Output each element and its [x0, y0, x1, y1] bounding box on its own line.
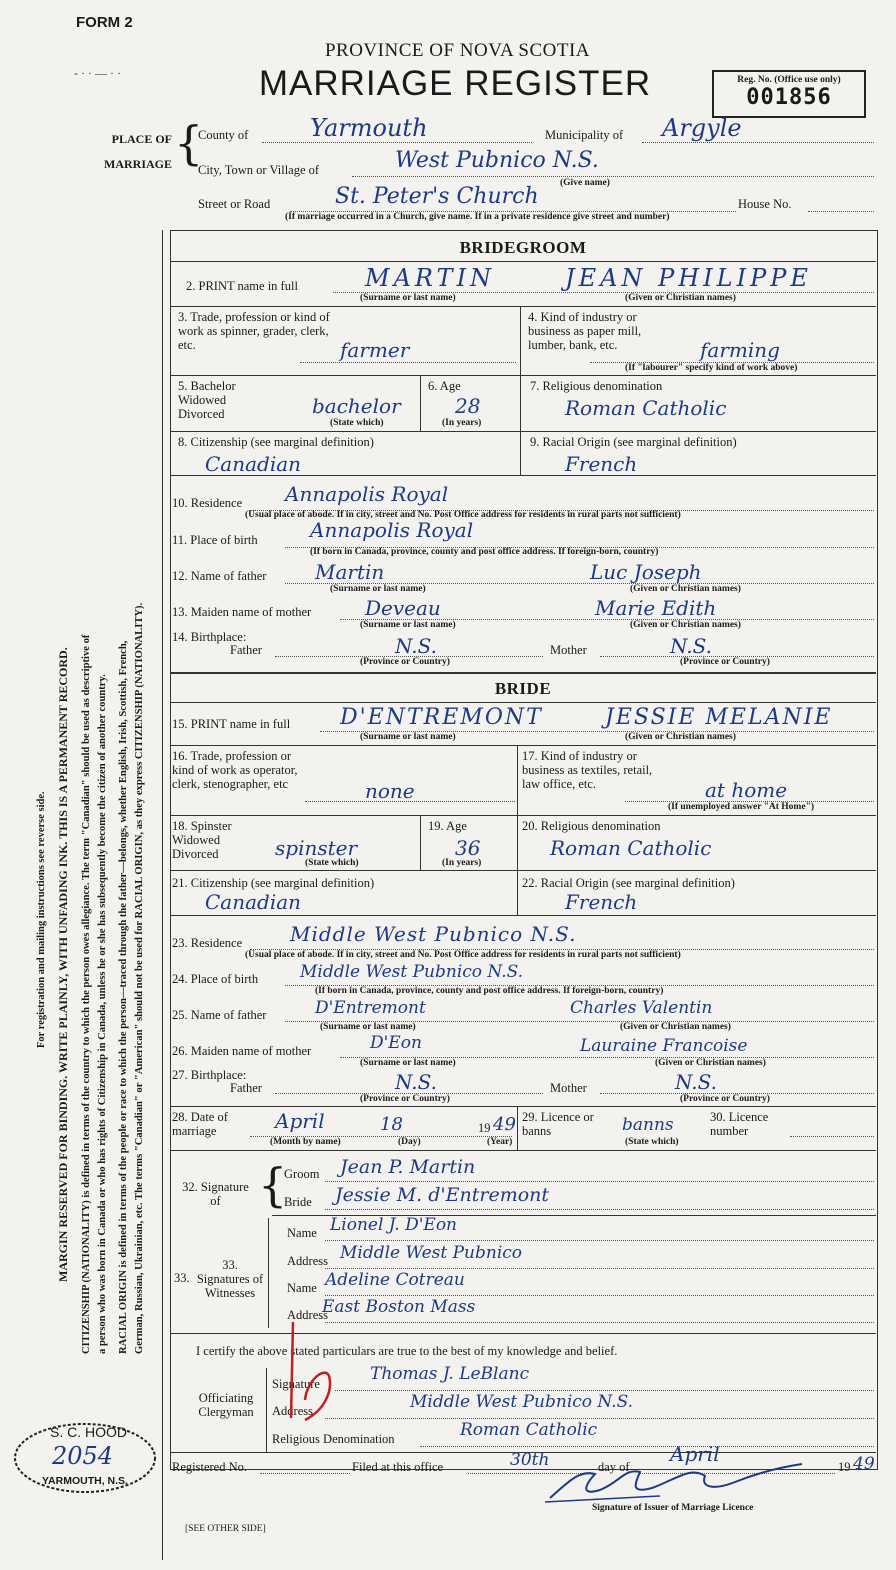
red-check-mark — [285, 1310, 345, 1430]
clergy-address-label: Address — [272, 1404, 313, 1418]
bride-status-note: (State which) — [305, 858, 359, 868]
bride-bp-mother: N.S. — [675, 1070, 717, 1094]
bride-birth-note: (If born in Canada, province, county and post office address. If foreign-born, country) — [315, 986, 664, 996]
groom-name-label: 2. PRINT name in full — [186, 279, 298, 293]
w2-address-label: Address — [287, 1308, 328, 1322]
groom-father-surname: Martin — [315, 560, 385, 584]
groom-given: JEAN PHILIPPE — [565, 264, 812, 292]
groom-birthplace-label: 11. Place of birth — [172, 533, 258, 547]
house-label: House No. — [738, 197, 792, 211]
signature-brace: { — [258, 1158, 288, 1212]
groom-religion: Roman Catholic — [565, 396, 727, 420]
bride-residence: Middle West Pubnico N.S. — [290, 922, 577, 946]
licence-type: banns — [622, 1115, 674, 1135]
bride-bp-father-note: (Province or Country) — [360, 1094, 450, 1104]
margin-text-6: German, Russian, Ukrainian, etc. The terms "Canadian" or "American" should not be used for RACIAL ORIGIN, as they express CITIZENSHIP (NATIONALITY). — [134, 602, 145, 1354]
filed-label: Filed at this office — [352, 1460, 444, 1474]
bride-bp-father: N.S. — [395, 1070, 437, 1094]
stamp-name: S. C. HOOD — [50, 1424, 128, 1440]
bride-mother-surname-note: (Surname or last name) — [360, 1058, 456, 1068]
licence-type-note: (State which) — [625, 1137, 679, 1147]
bride-name-label: 15. PRINT name in full — [172, 717, 291, 731]
bride-given-note: (Given or Christian names) — [625, 732, 736, 742]
bride-father-surname: D'Entremont — [315, 998, 426, 1018]
margin-text-2: MARGIN RESERVED FOR BINDING. WRITE PLAINLY, WITH UNFADING INK. THIS IS A PERMANENT RECORD. — [56, 647, 70, 1282]
groom-mother-surname: Deveau — [365, 596, 441, 620]
groom-origin: French — [565, 452, 638, 476]
certify-text: I certify the above stated particulars are true to the best of my knowledge and belief. — [196, 1344, 618, 1358]
w2-name-label: Name — [287, 1281, 317, 1295]
groom-birth-note: (If born in Canada, province, county and post office address. If foreign-born, country) — [310, 547, 659, 557]
bride-bp-mother-note: (Province or Country) — [680, 1094, 770, 1104]
groom-signature: Jean P. Martin — [340, 1156, 476, 1178]
city-value: West Pubnico N.S. — [395, 148, 599, 173]
bride-age-note: (In years) — [442, 858, 482, 868]
witness1-address: Middle West Pubnico — [340, 1243, 523, 1263]
bride-given: JESSIE MELANIE — [605, 705, 833, 730]
groom-bp-father-label: Father — [230, 643, 262, 657]
witness2-address: East Boston Mass — [322, 1297, 476, 1317]
groom-father-given-note: (Given or Christian names) — [630, 584, 741, 594]
bride-status: spinster — [275, 836, 358, 860]
bride-bp-mother-label: Mother — [550, 1081, 587, 1095]
margin-text-3: CITIZENSHIP (NATIONALITY) is defined in terms of the country to which the person owes allegiance. The term "Canadian" should be used as descriptive of — [81, 634, 92, 1354]
bride-father-surname-note: (Surname or last name) — [320, 1022, 416, 1032]
bride-abode-note: (Usual place of abode. If in city, street and No. Post Office address for residents in rural parts not sufficient) — [245, 950, 681, 960]
marriage-month-note: (Month by name) — [270, 1137, 341, 1147]
place-brace: { — [174, 116, 204, 170]
see-other-side: [SEE OTHER SIDE] — [185, 1524, 266, 1534]
groom-mother-surname-note: (Surname or last name) — [360, 620, 456, 630]
filed-month: April — [670, 1442, 720, 1466]
marriage-day: 18 — [380, 1114, 403, 1135]
groom-father-label: 12. Name of father — [172, 569, 267, 583]
groom-sig-label: Groom — [284, 1167, 320, 1181]
page-title: MARRIAGE REGISTER — [258, 64, 652, 103]
bride-mother-given: Lauraine Francoise — [580, 1036, 748, 1056]
witnesses-label: 33. 33. Signatures of Witnesses — [174, 1258, 264, 1300]
issuer-signature-scrawl — [540, 1460, 810, 1506]
registrar-stamp — [10, 1418, 160, 1498]
filed-year: 49 — [853, 1454, 875, 1474]
county-label: County of — [198, 128, 249, 142]
clergy-denom-label: Religious Denomination — [272, 1432, 395, 1446]
clergy-denom: Roman Catholic — [460, 1420, 598, 1440]
municipality-value: Argyle — [662, 114, 742, 142]
issuer-note: Signature of Issuer of Marriage Licence — [592, 1503, 754, 1513]
w1-address-label: Address — [287, 1254, 328, 1268]
marriage-year: 49 — [493, 1114, 516, 1135]
groom-surname: MARTIN — [365, 264, 496, 292]
bride-father-given: Charles Valentin — [570, 998, 713, 1018]
clergy-address: Middle West Pubnico N.S. — [410, 1392, 634, 1412]
witness1-name: Lionel J. D'Eon — [330, 1215, 458, 1235]
groom-status-label: 5. Bachelor Widowed Divorced — [178, 379, 236, 421]
bride-birthplace-parents-label: 27. Birthplace: — [172, 1068, 247, 1082]
bride-father-label: 25. Name of father — [172, 1008, 267, 1022]
groom-age: 28 — [455, 394, 481, 418]
groom-surname-note: (Surname or last name) — [360, 293, 456, 303]
bride-birthplace: Middle West Pubnico N.S. — [300, 962, 524, 982]
marriage-date-label: 28. Date of marriage — [172, 1110, 228, 1138]
groom-birthplace-parents-label: 14. Birthplace: — [172, 630, 247, 644]
groom-father-given: Luc Joseph — [590, 560, 702, 584]
bride-age-label: 19. Age — [428, 819, 467, 833]
groom-trade-label: 3. Trade, profession or kind of work as spinner, grader, clerk, etc. — [178, 310, 330, 352]
groom-bp-mother-label: Mother — [550, 643, 587, 657]
groom-age-note: (In years) — [442, 418, 482, 428]
marriage-day-note: (Day) — [398, 1137, 421, 1147]
groom-age-label: 6. Age — [428, 379, 461, 393]
groom-religion-label: 7. Religious denomination — [530, 379, 663, 393]
bride-trade: none — [365, 779, 415, 803]
clergy-signature-label: Signature — [272, 1377, 320, 1391]
bride-origin: French — [565, 890, 638, 914]
groom-bp-mother: N.S. — [670, 634, 712, 658]
bride-status-label: 18. Spinster Widowed Divorced — [172, 819, 232, 861]
bride-religion: Roman Catholic — [550, 836, 712, 860]
groom-bp-mother-note: (Province or Country) — [680, 657, 770, 667]
bride-birthplace-label: 24. Place of birth — [172, 972, 259, 986]
groom-origin-label: 9. Racial Origin (see marginal definition) — [530, 435, 737, 449]
street-note: (If marriage occurred in a Church, give name. If in a private residence give street and number) — [285, 212, 670, 222]
groom-given-note: (Given or Christian names) — [625, 293, 736, 303]
groom-mother-label: 13. Maiden name of mother — [172, 605, 312, 619]
municipality-label: Municipality of — [545, 128, 624, 142]
groom-residence-label: 10. Residence — [172, 496, 243, 510]
groom-father-surname-note: (Surname or last name) — [330, 584, 426, 594]
groom-bp-father: N.S. — [395, 634, 437, 658]
reg-number-label: Reg. No. (Office use only) — [737, 75, 841, 85]
stamp-place: YARMOUTH, N.S. — [42, 1475, 128, 1487]
street-value: St. Peter's Church — [335, 184, 539, 209]
bride-mother-given-note: (Given or Christian names) — [655, 1058, 766, 1068]
margin-text-4: a person who was born in Canada or who has rights of Citizenship in Canada, unless he or she has subsequently become the citizen of another country. — [97, 674, 108, 1354]
bride-sig-label: Bride — [284, 1195, 312, 1209]
bride-trade-label: 16. Trade, profession or kind of work as operator, clerk, stenographer, etc — [172, 749, 298, 791]
place-of-marriage-label: PLACE OF MARRIAGE — [104, 132, 172, 171]
bride-religion-label: 20. Religious denomination — [522, 819, 661, 833]
groom-status: bachelor — [312, 394, 401, 418]
city-label: City, Town or Village of — [198, 163, 320, 177]
day-of-label: day of — [598, 1460, 630, 1474]
margin-text-5: RACIAL ORIGIN is defined in terms of the people or race to which the person—traced through the father—belongs, whether English, Irish, Scottish, French, — [118, 640, 129, 1354]
reg-number-box — [712, 70, 866, 118]
county-value: Yarmouth — [310, 114, 428, 142]
bride-heading: BRIDE — [494, 679, 552, 698]
clergy-signature: Thomas J. LeBlanc — [370, 1364, 530, 1384]
groom-bp-father-note: (Province or Country) — [360, 657, 450, 667]
bride-origin-label: 22. Racial Origin (see marginal definition) — [522, 876, 735, 890]
groom-citizenship-label: 8. Citizenship (see marginal definition) — [178, 435, 374, 449]
form-number: FORM 2 — [76, 14, 133, 31]
filed-day: 30th — [510, 1450, 550, 1470]
w1-name-label: Name — [287, 1226, 317, 1240]
bride-industry: at home — [705, 778, 788, 802]
marriage-month: April — [275, 1109, 325, 1133]
groom-status-note: (State which) — [330, 418, 384, 428]
margin-text-1: For registration and mailing instructions see reverse side. — [36, 791, 47, 1048]
bride-signature: Jessie M. d'Entremont — [335, 1184, 550, 1206]
bride-residence-label: 23. Residence — [172, 936, 243, 950]
groom-industry-label: 4. Kind of industry or business as paper mill, lumber, bank, etc. — [528, 310, 642, 352]
athome-note: (If unemployed answer "At Home") — [668, 802, 815, 812]
groom-residence: Annapolis Royal — [285, 482, 449, 506]
stamp-number: 2054 — [52, 1442, 114, 1470]
registered-label: Registered No. — [172, 1460, 247, 1474]
groom-abode-note: (Usual place of abode. If in city, street and No. Post Office address for residents in rural parts not sufficient) — [245, 510, 681, 520]
reg-number: 001856 — [746, 85, 832, 110]
city-note: (Give name) — [560, 178, 610, 188]
marriage-year-prefix: 19 — [478, 1121, 491, 1135]
groom-citizenship: Canadian — [205, 452, 302, 476]
licence-number-label: 30. Licence number — [710, 1110, 769, 1138]
province-heading: PROVINCE OF NOVA SCOTIA — [324, 40, 591, 61]
licence-banns-label: 29. Licence or banns — [522, 1110, 594, 1138]
bride-citizenship: Canadian — [205, 890, 302, 914]
groom-birthplace: Annapolis Royal — [310, 518, 474, 542]
bride-industry-label: 17. Kind of industry or business as textiles, retail, law office, etc. — [522, 749, 653, 791]
filed-year-prefix: 19 — [838, 1460, 851, 1474]
groom-mother-given: Marie Edith — [595, 596, 717, 620]
bride-father-given-note: (Given or Christian names) — [620, 1022, 731, 1032]
bride-citizenship-label: 21. Citizenship (see marginal definition) — [172, 876, 375, 890]
bride-surname-note: (Surname or last name) — [360, 732, 456, 742]
dash-mark: - · · — · · — [74, 66, 121, 80]
marriage-year-note: (Year) — [487, 1137, 513, 1147]
bride-mother-surname: D'Eon — [370, 1033, 422, 1053]
labourer-note: (If "labourer" specify kind of work above) — [625, 363, 798, 373]
street-label: Street or Road — [198, 197, 271, 211]
witness2-name: Adeline Cotreau — [325, 1270, 465, 1290]
bride-age: 36 — [455, 836, 481, 860]
bridegroom-heading: BRIDEGROOM — [459, 238, 587, 257]
signature-of-label: 32. Signature of — [182, 1180, 249, 1208]
clergyman-label: Officiating Clergyman — [198, 1391, 254, 1419]
groom-mother-given-note: (Given or Christian names) — [630, 620, 741, 630]
bride-bp-father-label: Father — [230, 1081, 262, 1095]
groom-trade: farmer — [340, 338, 410, 362]
bride-surname: D'ENTREMONT — [340, 705, 543, 730]
groom-industry: farming — [700, 338, 780, 362]
bride-mother-label: 26. Maiden name of mother — [172, 1044, 312, 1058]
